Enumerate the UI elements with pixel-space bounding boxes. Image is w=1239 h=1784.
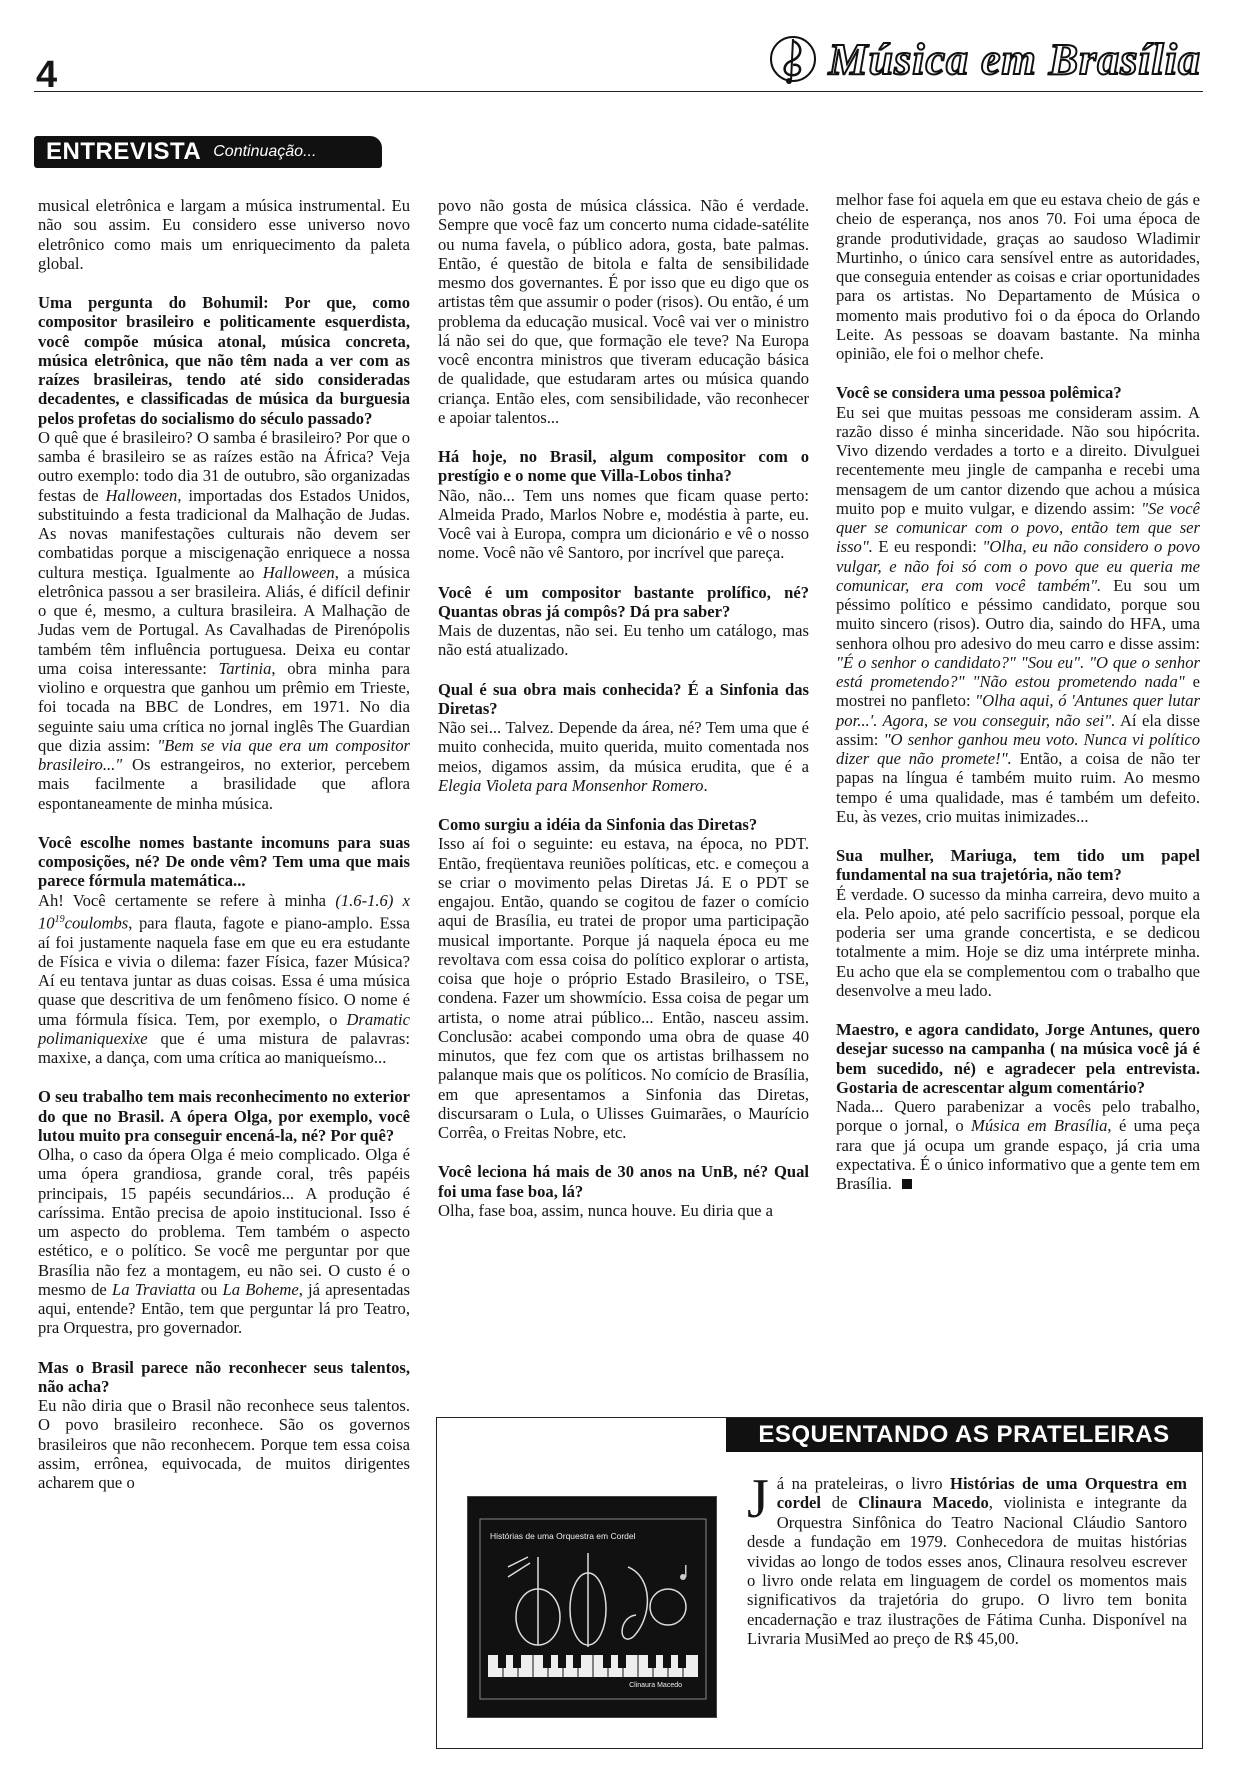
interview-answer: Olha, fase boa, assim, nunca houve. Eu diria que a xyxy=(438,1200,773,1220)
interview-answer: Eu não diria que o Brasil não reconhece seus talentos. O povo brasileiro reconhece. São os governos brasileiros que não reconhecem. Porque tem essa coisa assim, errônea, equivocada, de muitos dirigentes acharem que o xyxy=(38,1396,410,1493)
interview-question: Você é um compositor bastante prolífico, né? Quantas obras já compôs? Dá pra saber? xyxy=(438,582,809,621)
cover-title: Histórias de uma Orquestra em Cordel xyxy=(490,1531,636,1541)
interview-answer: Não, não... Tem uns nomes que ficam quase perto: Almeida Prado, Marlos Nobre e, modéstia à parte, eu. Você vai à Europa, compra um dicionário e vê o nosso nome. Você não vê Santoro, por incrível que pareça. xyxy=(438,485,809,563)
interview-answer: Mais de duzentas, não sei. Eu tenho um catálogo, mas não está atualizado. xyxy=(438,621,809,660)
article-column-2 xyxy=(438,196,809,1220)
paragraph: musical eletrônica e largam a música instrumental. Eu não sou assim. Eu considero esse universo novo eletrônico como mais um enriquecimento da paleta global. xyxy=(38,196,410,273)
article-column-1 xyxy=(38,196,410,1492)
section-header xyxy=(34,136,382,168)
interview-answer: É verdade. O sucesso da minha carreira, devo muito a ela. Pelo apoio, até pelo sacrifício pessoal, porque ela poderia ser uma grande concertista, e se dedicou totalmente a mim. Hoje se diz uma intérprete minha. Eu acho que ela se complementou com o trabalho que desenvolve a meu lado. xyxy=(836,884,1200,1000)
cover-author: Clinaura Macedo xyxy=(629,1682,682,1689)
header-rule xyxy=(34,91,1203,92)
interview-answer: Isso aí foi o seguinte: eu estava, na época, no PDT. Então, freqüentava reuniões políticas, etc. e começou a se criar o movimento pelas Diretas Já. E o PDT se engajou. Então, quando se cogitou de fazer o comício aqui de Brasília, eu tratei de propor uma participação musical importante. Porque já naquela época eu me revoltava com essa coisa do político explorar o artista, coisa que hoje o próprio Estado Brasileiro, o TSE, condena. Fazer um showmício. Essa coisa de pegar um artista, o nome atrai público... Então, nasceu assim. Conclusão: acabei compondo uma obra de quase 40 minutos, que fez com que os artistas brilhassem no palanque mais que os políticos. No comício de Brasília, em que apresentamos a Sinfonia das Diretas, discursaram o Lula, o Ulisses Guimarães, o Maurício Corrêa, o Freitas Nobre, etc. xyxy=(438,834,809,1142)
drop-cap: J xyxy=(747,1468,769,1530)
publication-title: Música em Brasília xyxy=(828,34,1201,84)
interview-answer: Olha, o caso da ópera Olga é meio complicado. Olga é uma ópera grandiosa, grande coral, três papéis principais, 15 papéis secundários... A produção é caríssima. Então precisa de apoio institucional. Isso é um aspecto do problema. Tem também o aspecto estético, e o político. Se você me perguntar por que Brasília não fez a montagem, eu não sei. O custo é o mesmo de La Traviatta ou La Boheme, já apresentadas aqui, entende? Então, tem que perguntar lá pro Teatro, pra Orquestra, pro governador. xyxy=(38,1145,410,1338)
interview-question: Qual é sua obra mais conhecida? É a Sinfonia das Diretas? xyxy=(438,679,809,718)
box-title: ESQUENTANDO AS PRATELEIRAS xyxy=(758,1421,1170,1448)
interview-question: Mas o Brasil parece não reconhecer seus talentos, não acha? xyxy=(38,1357,410,1396)
masthead xyxy=(767,24,1202,94)
article-column-3 xyxy=(836,190,1200,1193)
interview-question: Sua mulher, Mariuga, tem tido um papel fundamental na sua trajetória, não tem? xyxy=(836,846,1200,885)
interview-question: Maestro, e agora candidato, Jorge Antunes, quero desejar sucesso na campanha ( na música você já é bem sucedido, né) e agradecer pela entrevista. Gostaria de acrescentar algum comentário? xyxy=(836,1020,1200,1097)
paragraph: melhor fase foi aquela em que eu estava cheio de gás e cheio de esperança, nos anos 70. Foi uma época de grande produtividade, graças ao saudoso Wladimir Murtinho, o único cara sensível entre as autoridades, que conseguia entender as coisas e criar oportunidades para os artistas. No Departamento de Música o momento mais produtivo foi o da época do Orlando Leite. As pessoas se doavam bastante. Na minha opinião, ele foi o melhor chefe. xyxy=(836,190,1200,363)
box-header xyxy=(726,1418,1202,1452)
interview-answer: Não sei... Talvez. Depende da área, né? Tem uma que é muito conhecida, muito querida, muito comentada nos meios, digamos assim, da música erudita, que é a Elegia Violeta para Monsenhor Romero. xyxy=(438,718,809,795)
book-cover-image xyxy=(467,1496,717,1718)
book-feature-text: Já na prateleiras, o livro Histórias de uma Orquestra em cordel de Clinaura Macedo, violinista e integrante da Orquestra Sinfônica do Teatro Nacional Cláudio Santoro desde a fundação em 1979. Conhecedora de muitas histórias vividas ao longo de todos esses anos, Clinaura resolveu escrever o livro onde relata em linguagem de cordel os momentos mais significativos da trajetória do grupo. O livro tem bonita encadernação e traz ilustrações de Fátima Cunha. Disponível na Livraria MusiMed ao preço de R$ 45,00. xyxy=(747,1468,1187,1649)
section-title: ENTREVISTA xyxy=(46,138,202,165)
interview-answer: Nada... Quero parabenizar a vocês pelo trabalho, porque o jornal, o Música em Brasília, é uma peça rara que já ocupa um grande espaço, já cria uma expectativa. É o único informativo que a gente tem em Brasília. xyxy=(836,1097,1200,1193)
interview-question: Como surgiu a idéia da Sinfonia das Diretas? xyxy=(438,815,758,834)
interview-question: Você se considera uma pessoa polêmica? xyxy=(836,383,1122,403)
interview-question: Há hoje, no Brasil, algum compositor com o prestígio e o nome que Villa-Lobos tinha? xyxy=(438,447,809,486)
page-number: 4 xyxy=(36,54,58,96)
section-subtitle: Continuação... xyxy=(213,143,317,160)
interview-question: Você leciona há mais de 30 anos na UnB, né? Qual foi uma fase boa, lá? xyxy=(438,1162,809,1201)
interview-question: O seu trabalho tem mais reconhecimento no exterior do que no Brasil. A ópera Olga, por exemplo, você lutou muito pra conseguir encená-la, né? Por quê? xyxy=(38,1087,410,1145)
interview-question: Você escolhe nomes bastante incomuns para suas composições, né? De onde vêm? Tem uma que mais parece fórmula matemática... xyxy=(38,832,410,891)
interview-answer: Eu sei que muitas pessoas me consideram assim. A razão disso é minha sinceridade. Não sou hipócrita. Vivo dizendo verdades a torto e a direito. Divulguei recentemente meu jingle de campanha e recebi uma mensagem de um cantor dizendo que achou a música muito pop e muito vulgar, e dizendo assim: "Se você quer se comunicar com o povo, então tem que ser isso". E eu respondi: "Olha, eu não considero o povo vulgar, e não foi só com o povo que eu queria me comunicar, era com você também". Eu sou um péssimo político e péssimo candidato, porque sou muito sincero (risos). Outro dia, saindo do HFA, uma senhora olhou pro adesivo do meu carro e disse assim: "É o senhor o candidato?" "Sou eu". "O que o senhor está prometendo?" "Não estou prometendo nada" e mostrei no panfleto: "Olha aqui, ó 'Antunes quer lutar por...'. Agora, se vou conseguir, não sei". Aí ela disse assim: "O senhor ganhou meu voto. Nunca vi político dizer que não promete!". Então, a coisa de não ter papas na língua é também muito ruim. Ao mesmo tempo é uma qualidade, mas é também um defeito. Eu, às vezes, crio muitas inimizades... xyxy=(836,402,1200,826)
interview-answer: O quê que é brasileiro? O samba é brasileiro? Por que o samba é brasileiro se as raízes estão na África? Veja outro exemplo: todo dia 31 de outubro, são organizadas festas de Halloween, importadas dos Estados Unidos, substituindo a festa tradicional da Malhação de Judas. As novas manifestações culturais não devem ser combatidas porque a miscigenação enriquece a nossa cultura mestiça. Igualmente ao Halloween, a música eletrônica passou a ser brasileira. Aliás, é difícil definir o que é, mesmo, a cultura brasileira. A Malhação de Judas vem de Portugal. As Cavalhadas de Pirenópolis também têm influência portuguesa. Deixa eu contar uma coisa interessante: Tartinia, obra minha para violino e orquestra que ganhou um prêmio em Trieste, foi tocada na BBC de Londres, em 1971. No dia seguinte saiu uma crítica no jornal inglês The Guardian que dizia assim: "Bem se via que era um compositor brasileiro..." Os estrangeiros, no exterior, percebem mais facilmente a brasilidade que aflora espontaneamente de minha música. xyxy=(38,427,411,813)
interview-answer: Ah! Você certamente se refere à minha (1.6-1.6) x $10^{19}coulombs$, para flauta, fagote e piano-amplo. Essa aí foi justamente naquela fase em que eu era estudante de Física e vivia o dilema: fazer Física, fazer Música? Aí eu tentava juntar as duas coisas. Essa é uma música quase que descritiva de um fenômeno físico. O nome é uma fórmula física. Tem, por exemplo, o Dramatic polimaniquexixe que é uma mistura de palavras: maxixe, a dança, com uma crítica ao maniqueísmo... xyxy=(38,890,410,1068)
book-feature-box xyxy=(436,1417,1203,1749)
end-of-article-mark xyxy=(902,1179,912,1189)
paragraph: povo não gosta de música clássica. Não é verdade. Sempre que você faz um concerto numa cidade-satélite ou numa favela, o público adora, gosta, bate palmas. Então, é questão de bitola e falta de sensibilidade mesmo dos governantes. É por isso que eu digo que os artistas têm que assumir o poder (risos). Ou então, é um problema da educação musical. Você vai ver o ministro lá não sei do que, que formação ele teve? Na Europa você encontra ministros que tiveram educação básica de qualidade, que estudaram artes ou música quando criança. Então eles, com sensibilidade, vão reconhecer e apoiar talentos... xyxy=(438,196,809,427)
interview-question: Uma pergunta do Bohumil: Por que, como compositor brasileiro e politicamente esquerdista, você compõe música atonal, música concreta, música eletrônica, que não têm nada a ver com as raízes brasileiras, tendo até sido consideradas decadentes, e classificadas de música da burguesia pelos profetas do socialismo do século passado? xyxy=(38,293,410,428)
treble-clef-logo-icon xyxy=(767,31,823,87)
